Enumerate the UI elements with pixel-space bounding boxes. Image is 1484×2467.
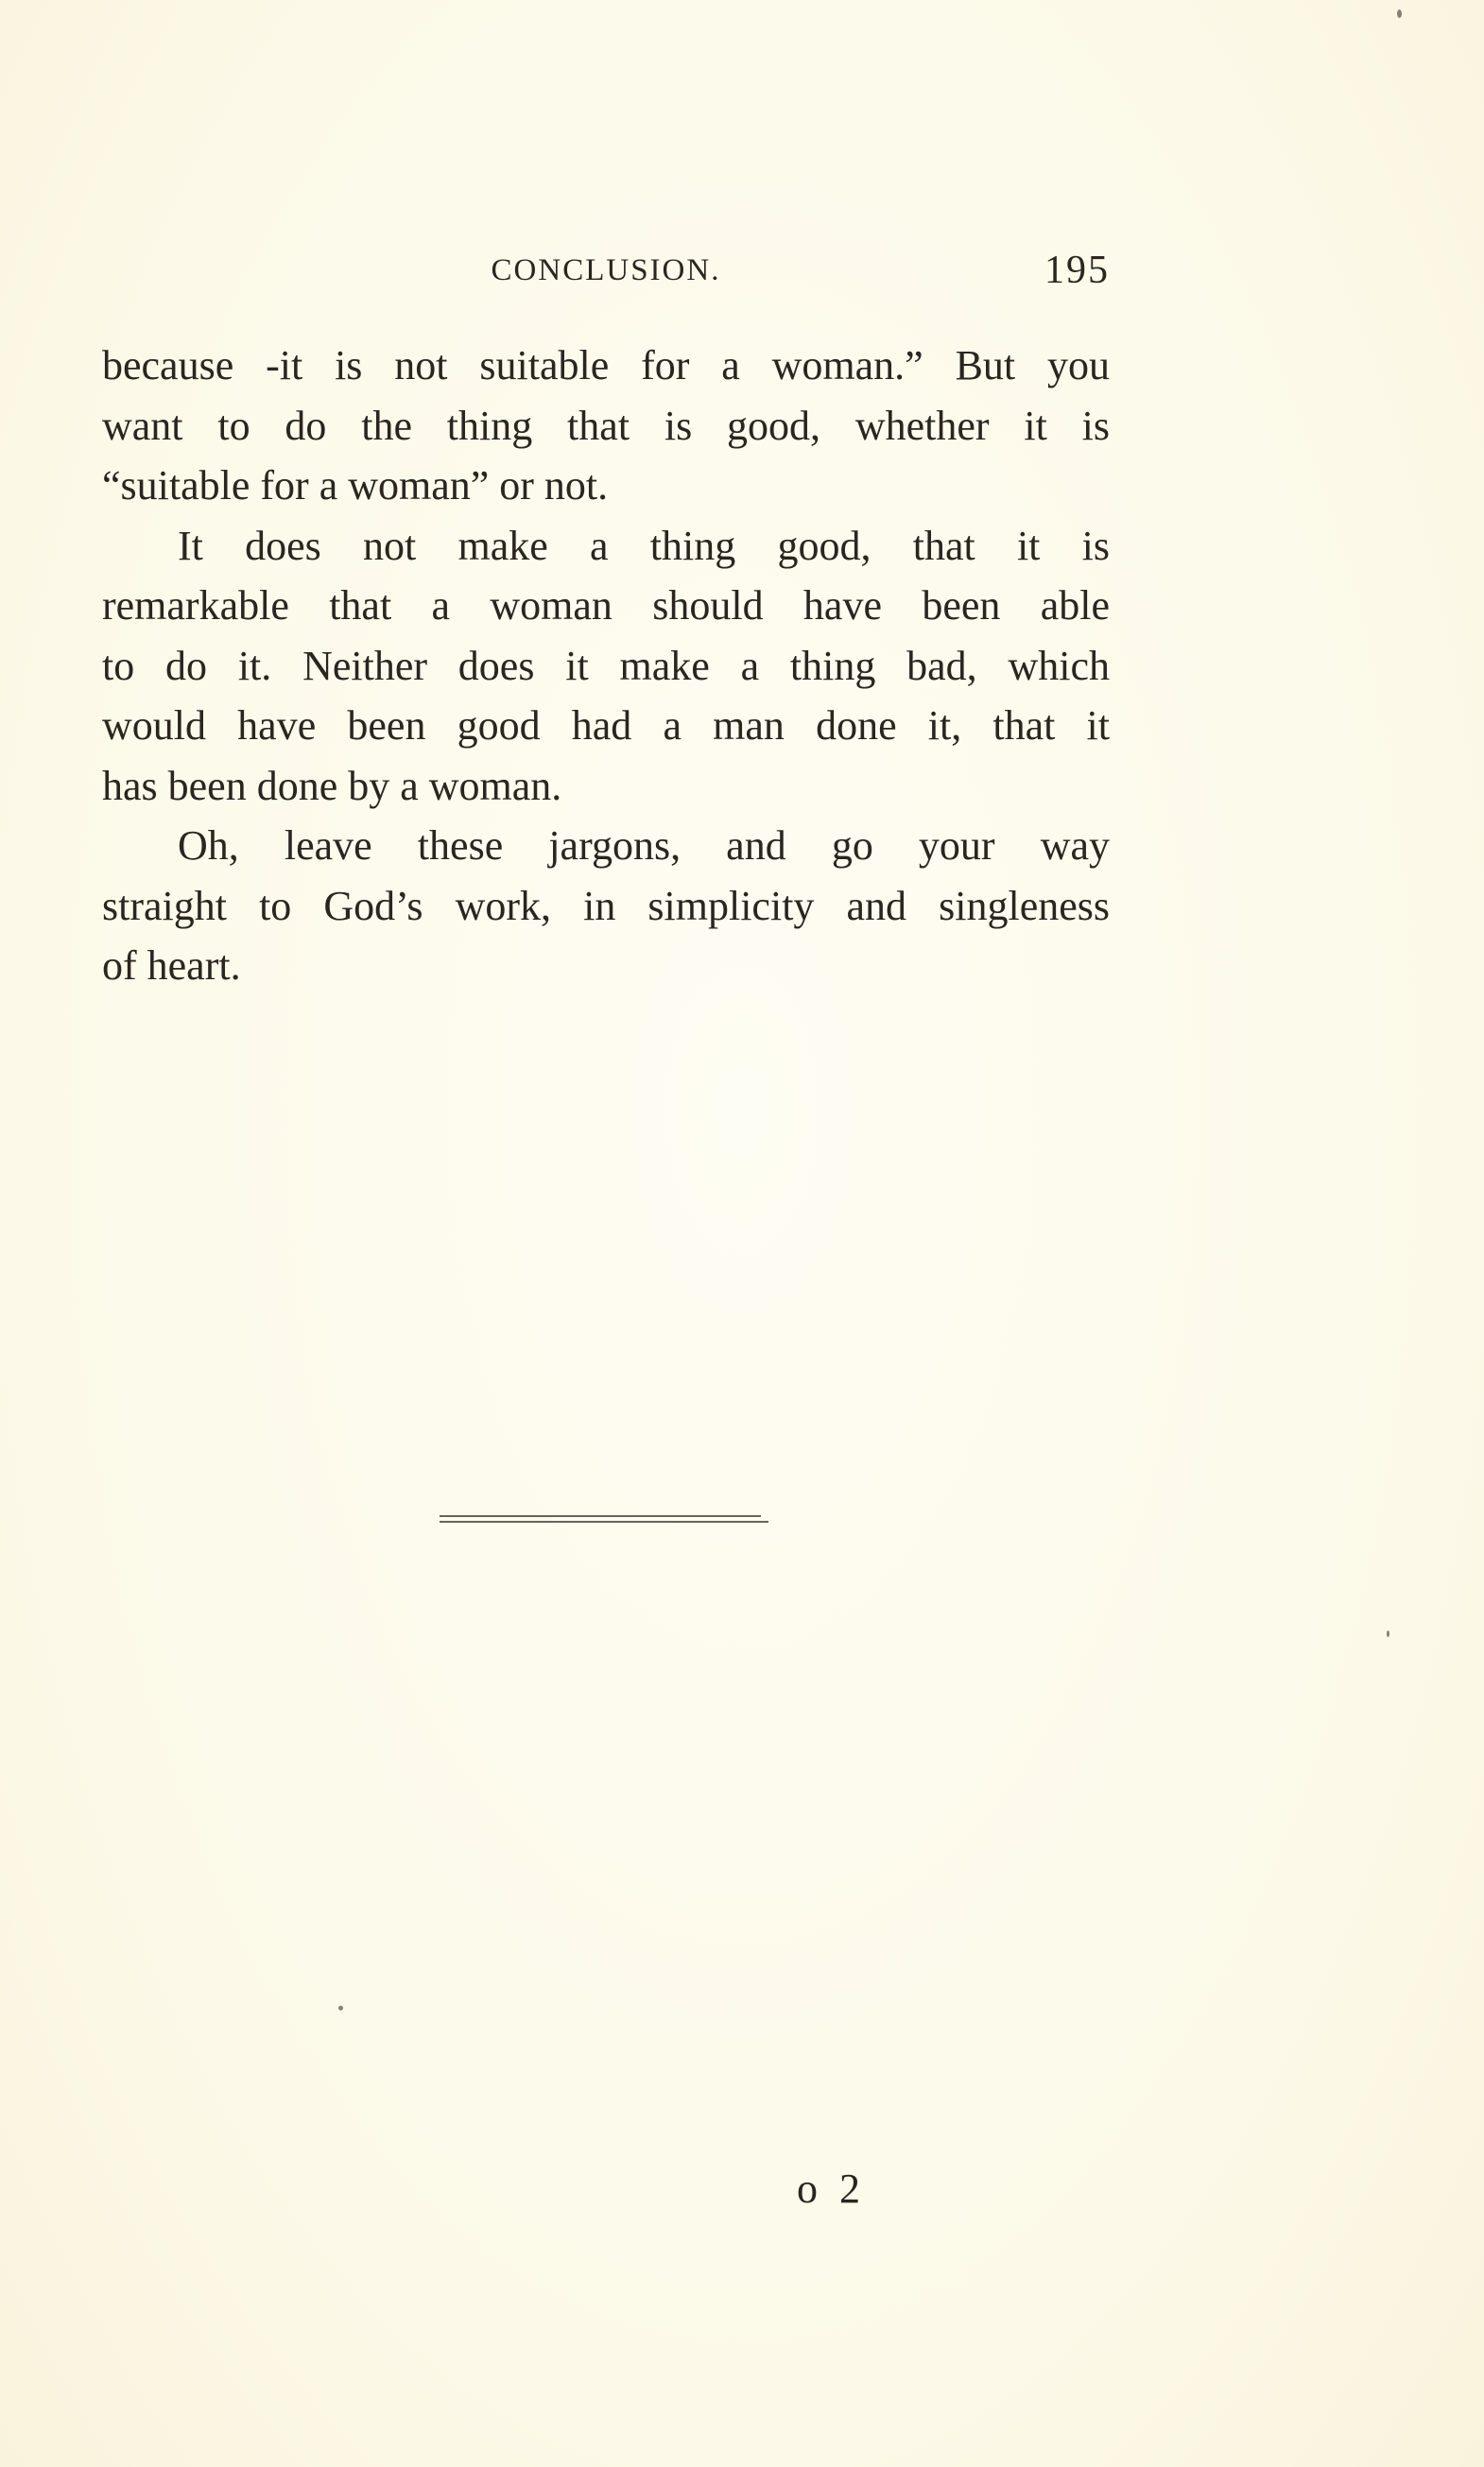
text-line: because -it is not suitable for a woman.” But you	[102, 342, 1110, 388]
text-line: Oh, leave these jargons, and go your way	[178, 822, 1110, 869]
running-head	[102, 248, 1110, 295]
double-rule-divider	[440, 1515, 768, 1525]
paragraph-1	[102, 336, 1110, 516]
paper-speck	[1397, 9, 1402, 18]
text-line: to do it. Neither does it make a thing bad, which	[102, 642, 1110, 689]
text-line: remarkable that a woman should have been able	[102, 582, 1110, 629]
text-line: straight to God’s work, in simplicity and singleness	[102, 882, 1110, 929]
text-line: It does not make a thing good, that it is	[178, 522, 1110, 569]
paragraph-3	[102, 816, 1110, 996]
text-line: of heart.	[102, 942, 241, 989]
paragraph-2	[102, 516, 1110, 817]
running-title: CONCLUSION.	[491, 253, 721, 287]
text-line: want to do the thing that is good, whether it is	[102, 402, 1110, 449]
page-number: 195	[1044, 249, 1110, 292]
paper-speck	[1387, 1630, 1389, 1637]
signature-mark: o 2	[797, 2165, 866, 2212]
paper-speck	[338, 2006, 343, 2010]
text-line: “suitable for a woman” or not.	[102, 462, 609, 509]
body-text	[102, 336, 1110, 996]
rule-line-lower	[440, 1521, 768, 1523]
rule-line-upper	[440, 1515, 761, 1517]
text-line: would have been good had a man done it, that it	[102, 702, 1110, 749]
text-line: has been done by a woman.	[102, 762, 562, 809]
